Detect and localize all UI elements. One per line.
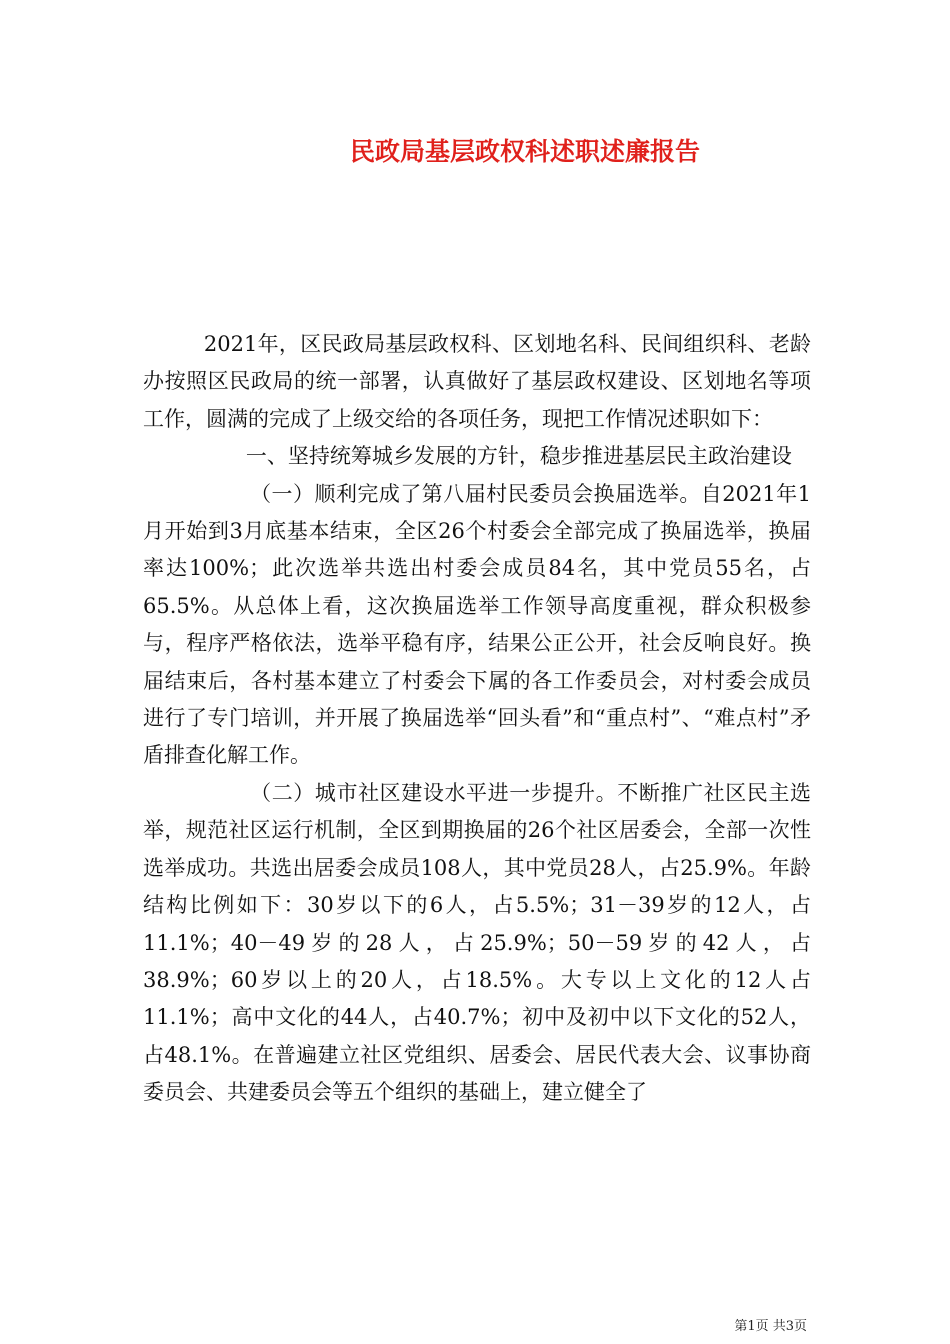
paragraph-intro: 2021年，区民政局基层政权科、区划地名科、民间组织科、老龄办按照区民政局的统一部署，认真做好了基层政权建设、区划地名等项工作，圆满的完成了上级交给的各项任务，现把工作情况述职如下： — [143, 332, 811, 431]
paragraph-village-election: （一）顺利完成了第八届村民委员会换届选举。自2021年1月开始到3月底基本结束，全区26个村委会全部完成了换届选举，换届率达100%；此次选举共选出村委会成员84名，其中党员55名，占65.5%。从总体上看，这次换届选举工作领导高度重视，群众积极参与，程序严格依法，选举平稳有序，结果公正公开，社会反响良好。换届结束后，各村基本建立了村委会下属的各工作委员会，对村委会成员进行了专门培训，并开展了换届选举“回头看”和“重点村”、“难点村”矛盾排查化解工作。 — [143, 481, 811, 768]
document-title: 民政局基层政权科述职述廉报告 — [349, 137, 700, 166]
section-heading-1: 一、坚持统筹城乡发展的方针，稳步推进基层民主政治建设 — [245, 444, 792, 469]
document-body — [143, 326, 811, 1112]
page-number: 第1页 共3页 — [734, 1319, 807, 1334]
paragraph-community-building: （二）城市社区建设水平进一步提升。不断推广社区民主选举，规范社区运行机制，全区到期换届的26个社区居委会，全部一次性选举成功。共选出居委会成员108人，其中党员28人，占25.9%。年龄结构比例如下：30岁以下的6人，占5.5%；31－39岁的12人，占11.1%；40－49岁的28人，占25.9%；50－59岁的42人，占38.9%；60岁以上的20人，占18.5%。大专以上文化的12人占11.1%；高中文化的44人，占40.7%；初中及初中以下文化的52人，占48.1%。在普遍建立社区党组织、居委会、居民代表大会、议事协商委员会、共建委员会等五个组织的基础上，建立健全了 — [143, 780, 811, 1105]
